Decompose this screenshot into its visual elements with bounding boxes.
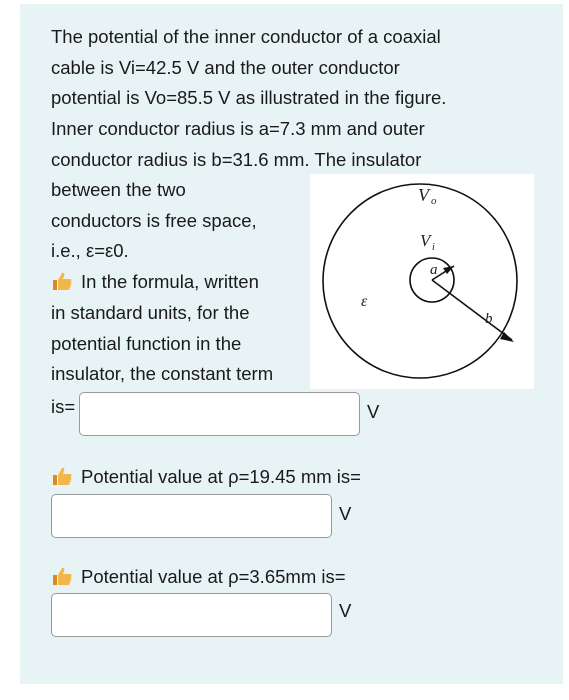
label-vi-sub: i — [432, 242, 435, 253]
label-vo: V — [418, 185, 429, 205]
label-a: a — [430, 262, 438, 278]
problem-line: Inner conductor radius is a=7.3 mm and outer — [51, 118, 425, 140]
question-3-answer-input[interactable] — [51, 593, 332, 637]
question-1-line — [51, 267, 311, 298]
problem-continuation — [51, 175, 311, 390]
question-3-unit: V — [339, 600, 352, 621]
problem-line: between the two — [51, 179, 186, 200]
label-b: b — [485, 311, 493, 327]
question-1-answer-input[interactable] — [79, 392, 360, 436]
label-epsilon: ε — [361, 293, 368, 310]
question-2-line — [51, 466, 361, 488]
problem-line: conductors is free space, — [51, 209, 257, 231]
problem-line: cable is Vi=42.5 V and the outer conductor — [51, 56, 400, 78]
coaxial-cable-figure — [310, 174, 534, 389]
question-2-unit: V — [339, 503, 352, 524]
label-vo-sub: o — [431, 195, 437, 207]
question-1-line: in standard units, for the — [51, 301, 250, 323]
problem-statement — [51, 22, 531, 176]
question-1-text: In the formula, written — [81, 271, 259, 293]
thumbs-up-icon — [51, 466, 73, 486]
problem-line: potential is Vo=85.5 V as illustrated in the figure. — [51, 87, 447, 109]
question-2-answer-input[interactable] — [51, 494, 332, 538]
question-1-prefix: is= — [51, 396, 76, 417]
question-2-text: Potential value at ρ=19.45 mm is= — [81, 466, 361, 487]
thumbs-up-icon — [51, 271, 73, 291]
question-3-line — [51, 566, 346, 588]
question-3-text: Potential value at ρ=3.65mm is= — [81, 566, 346, 587]
label-vi: V — [420, 231, 431, 250]
problem-line: The potential of the inner conductor of a coaxial — [51, 26, 441, 47]
problem-line: conductor radius is b=31.6 mm. The insulator — [51, 148, 422, 170]
thumbs-up-icon — [51, 566, 73, 586]
question-1-line: insulator, the constant term — [51, 363, 274, 385]
question-1-unit: V — [367, 401, 380, 422]
question-1-line: potential function in the — [51, 332, 242, 354]
problem-line: i.e., ε=ε0. — [51, 240, 129, 262]
outer-conductor — [323, 184, 517, 378]
